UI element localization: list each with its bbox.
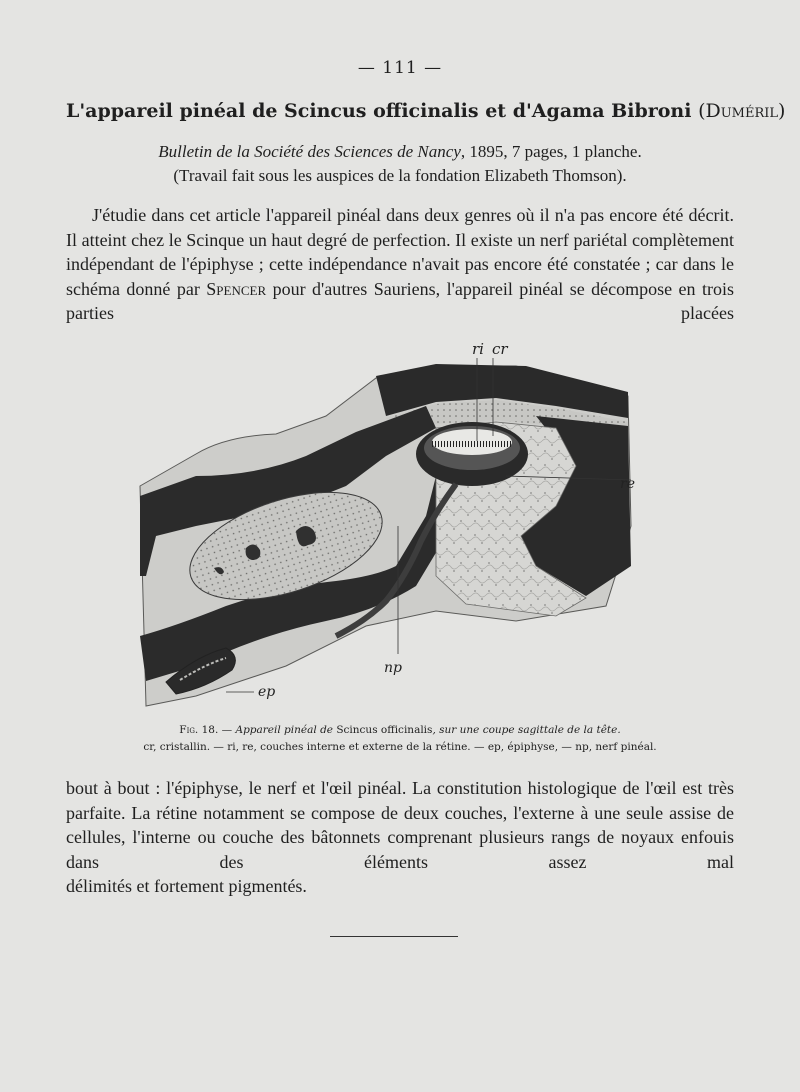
article-title (66, 100, 786, 122)
pineal-section-illustration (136, 336, 636, 716)
caption-title-pre: — Appareil pinéal de (218, 724, 337, 736)
label-np: np (384, 660, 402, 676)
label-ep: ep (258, 684, 276, 700)
label-re: re (620, 476, 635, 492)
label-cr: cr (492, 340, 508, 358)
caption-title-line (80, 722, 720, 739)
caption-title-post: , sur une coupe sagittale de la tête. (432, 724, 621, 736)
section-divider (330, 936, 458, 937)
author-name-spencer: Spencer (206, 278, 267, 299)
citation-note: (Travail fait sous les auspices de la fondation Elizabeth Thomson). (173, 166, 627, 185)
caption-legend: cr, cristallin. — ri, re, couches interne et externe de la rétine. — ep, épiphyse, — np, nerf pinéal. (143, 741, 657, 753)
citation-line (66, 140, 734, 164)
caption-figure-label: Fig. 18. (179, 724, 219, 736)
figure-caption (80, 722, 720, 756)
figure-pineal-section (136, 336, 636, 716)
caption-species: Scincus officinalis (336, 724, 433, 736)
citation (66, 140, 734, 188)
paragraph-histology (66, 776, 734, 899)
page-number: — 111 — (357, 58, 443, 78)
citation-details: , 1895, 7 pages, 1 planche. (460, 142, 642, 161)
label-ri: ri (472, 340, 484, 358)
paragraph-histology-text: bout à bout : l'épiphyse, le nerf et l'œil pinéal. La constitution histologique de l'œil est très parfaite. La rétine notamment se compose de deux couches, l'externe à une seule assise de cellules, l'interne ou couche des bâtonnets comprenant plusieurs rangs de noyaux enfouis dans des éléments assez mal (66, 778, 734, 872)
article-title-author: (Duméril) (698, 100, 786, 122)
citation-journal: Bulletin de la Société des Sciences de Nancy (158, 142, 461, 161)
paragraph-intro-text-b: pour d'autres Sauriens, l'appareil pinéal se décompose en trois parties placées (66, 278, 734, 323)
paragraph-intro-text-a: J'étudie dans cet article l'appareil pinéal dans deux genres où il n'a pas encore été décrit. Il atteint chez le Scinque un haut degré de perfection. Il existe un nerf pariétal complètement indépendant de l'épiphyse ; cette indépendance n'avait pas encore été constatée ; car dans le schéma donné par (66, 205, 734, 299)
article-title-main: L'appareil pinéal de Scincus officinalis et d'Agama Bibroni (66, 100, 692, 122)
paragraph-histology-last-line: délimités et fortement pigmentés. (66, 876, 307, 896)
paragraph-intro (66, 203, 734, 326)
